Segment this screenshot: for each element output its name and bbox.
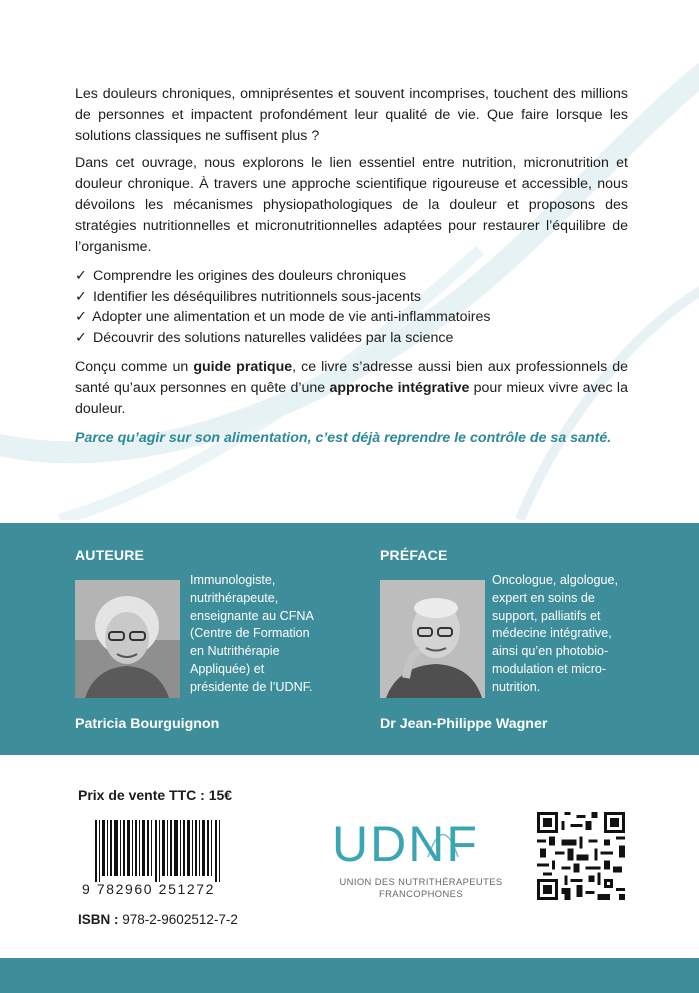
preface-heading: PRÉFACE [380,547,448,563]
barcode-icon [93,820,225,882]
checklist-item: ✓ Découvrir des solutions naturelles validées par la science [75,328,628,349]
svg-text:UDNF: UDNF [332,817,479,869]
preface-bio: Oncologue, algologue, expert en soins de support, palliatifs et médecine intégrative, ainsi qu’en photobio- modulation et micro- nutrition. [492,573,619,694]
author-name: Patricia Bourguignon [75,716,220,732]
qr-code-icon [537,812,625,900]
preface-author-photo [380,580,485,698]
author-heading: AUTEURE [75,547,145,563]
intro-paragraph-2: Dans cet ouvrage, nous explorons le lien essentiel entre nutrition, micronutrition et douleur chronique. À travers une approche scientifique rigoureuse et accessible, nous dévoilons les mécanismes physiopathologiques de la douleur et proposons des stratégies nutritionnelles et micronutritionnelles adaptées pour restaurer l’équilibre de l’organisme. [75,155,628,255]
preface-author-name: Dr Jean-Philippe Wagner [380,716,548,732]
author-bio: Immunologiste, nutrithérapeute, enseignante au CFNA (Centre de Formation en Nutrithérapie Appliquée) et présidente de l’UDNF. [190,573,314,694]
tagline-quote: Parce qu’agir sur son alimentation, c’est déjà reprendre le contrôle de sa santé. [75,430,612,446]
footer-band [0,958,699,993]
intro-paragraph-1: Les douleurs chroniques, omniprésentes et souvent incomprises, touchent des millions de personnes et impactent profondément leur qualité de vie. Que faire lorsque les solutions classiques ne suffisent plus ? [75,86,628,144]
intro-paragraph-3: Conçu comme un guide pratique, ce livre s’adresse aussi bien aux professionnels de santé qu’aux personnes en quête d’une approche intégrative pour mieux vivre avec la douleur. [75,359,628,417]
checkmark-icon: ✓ [75,288,87,305]
authors-band [0,523,699,755]
barcode-digits: 9 782960 251272 [82,881,215,897]
logo-subtitle-line2: FRANCOPHONES [379,888,463,899]
logo-subtitle-line1: UNION DES NUTRITHÉRAPEUTES [339,876,503,887]
checklist-item: ✓ Adopter une alimentation et un mode de vie anti-inflammatoires [75,307,628,328]
checkmark-icon: ✓ [75,329,87,346]
benefits-checklist [75,266,628,348]
isbn: ISBN : 978-2-9602512-7-2 [78,912,238,927]
udnf-logo [330,817,515,869]
checklist-item: ✓ Identifier les déséquilibres nutritionnels sous-jacents [75,287,628,308]
author-photo [75,580,180,698]
price-label: Prix de vente TTC : 15€ [78,787,233,803]
checklist-item: ✓ Comprendre les origines des douleurs chroniques [75,266,628,287]
checkmark-icon: ✓ [75,309,87,325]
checkmark-icon: ✓ [75,268,87,284]
